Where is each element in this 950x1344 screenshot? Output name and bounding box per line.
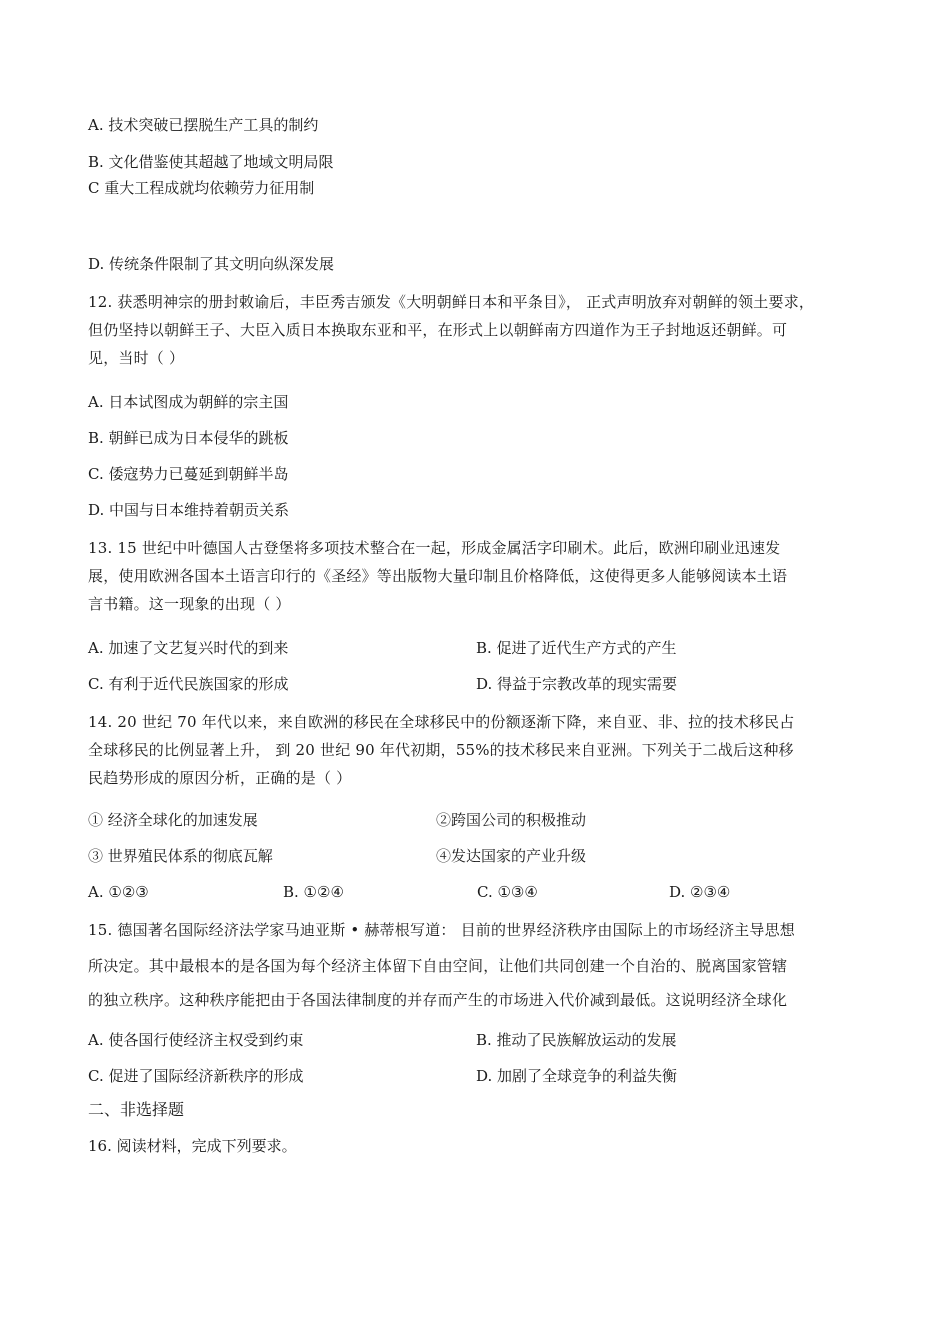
q14-option-a: A. ①②③ — [88, 883, 149, 901]
q11-option-c: C 重大工程成就均依赖劳力征用制 — [88, 179, 315, 197]
q12-option-d: D. 中国与日本维持着朝贡关系 — [88, 501, 290, 519]
q11-option-a: A. 技术突破已摆脱生产工具的制约 — [88, 116, 319, 134]
q12-option-c: C. 倭寇势力已蔓延到朝鲜半岛 — [88, 465, 289, 483]
q13-option-d: D. 得益于宗教改革的现实需要 — [476, 675, 678, 693]
q11-option-d: D. 传统条件限制了其文明向纵深发展 — [88, 255, 335, 273]
q14-item-1: ① 经济全球化的加速发展 — [88, 811, 258, 829]
q15-stem-line-2: 所决定。其中最根本的是各国为每个经济主体留下自由空间，让他们共同创建一个自治的、脱离国家管辖 — [88, 957, 788, 975]
q12-option-a: A. 日本试图成为朝鲜的宗主国 — [88, 393, 289, 411]
q12-stem-line-3: 见，当时（ ） — [88, 349, 185, 367]
q12-option-b: B. 朝鲜已成为日本侵华的跳板 — [88, 429, 289, 447]
q15-option-a: A. 使各国行使经济主权受到约束 — [88, 1031, 304, 1049]
q14-item-3: ③ 世界殖民体系的彻底瓦解 — [88, 847, 273, 865]
q15-stem-line-3: 的独立秩序。这种秩序能把由于各国法律制度的并存而产生的市场进入代价减到最低。这说明经济全球化 — [88, 991, 788, 1009]
q13-stem-line-2: 展，使用欧洲各国本土语言印行的《圣经》等出版物大量印制且价格降低，这使得更多人能够阅读本土语 — [88, 567, 788, 585]
q14-stem-line-2: 全球移民的比例显著上升， 到 20 世纪 90 年代初期，55%的技术移民来自亚洲。下列关于二战后这种移 — [88, 741, 794, 759]
q14-stem-line-1: 14. 20 世纪 70 年代以来，来自欧洲的移民在全球移民中的份额逐渐下降，来自亚、非、拉的技术移民占 — [88, 713, 795, 731]
section-title: 二、非选择题 — [88, 1100, 185, 1119]
q14-option-c: C. ①③④ — [477, 883, 538, 901]
q11-option-b: B. 文化借鉴使其超越了地域文明局限 — [88, 153, 334, 171]
q12-stem-line-1: 12. 获悉明神宗的册封敕谕后，丰臣秀吉颁发《大明朝鲜日本和平条目》， 正式声明放弃对朝鲜的领土要求， — [88, 293, 815, 311]
q13-stem-line-3: 言书籍。这一现象的出现（ ） — [88, 595, 291, 613]
q14-option-b: B. ①②④ — [283, 883, 344, 901]
q15-option-d: D. 加剧了全球竞争的利益失衡 — [476, 1067, 678, 1085]
q15-stem-line-1: 15. 德国著名国际经济法学家马迪亚斯 • 赫蒂根写道： 目前的世界经济秩序由国际上的市场经济主导思想 — [88, 921, 795, 939]
q15-option-b: B. 推动了民族解放运动的发展 — [476, 1031, 677, 1049]
q13-option-c: C. 有利于近代民族国家的形成 — [88, 675, 289, 693]
q15-option-c: C. 促进了国际经济新秩序的形成 — [88, 1067, 304, 1085]
q14-stem-line-3: 民趋势形成的原因分析，正确的是（ ） — [88, 769, 352, 787]
q13-option-a: A. 加速了文艺复兴时代的到来 — [88, 639, 289, 657]
q13-stem-line-1: 13. 15 世纪中叶德国人古登堡将多项技术整合在一起，形成金属活字印刷术。此后，欧洲印刷业迅速发 — [88, 539, 781, 557]
q13-option-b: B. 促进了近代生产方式的产生 — [476, 639, 677, 657]
q14-item-2: ②跨国公司的积极推动 — [436, 811, 587, 829]
q14-option-d: D. ②③④ — [669, 883, 731, 901]
q12-stem-line-2: 但仍坚持以朝鲜王子、大臣入质日本换取东亚和平，在形式上以朝鲜南方四道作为王子封地返还朝鲜。可 — [88, 321, 788, 339]
q16-stem: 16. 阅读材料，完成下列要求。 — [88, 1137, 297, 1155]
q14-item-4: ④发达国家的产业升级 — [436, 847, 587, 865]
